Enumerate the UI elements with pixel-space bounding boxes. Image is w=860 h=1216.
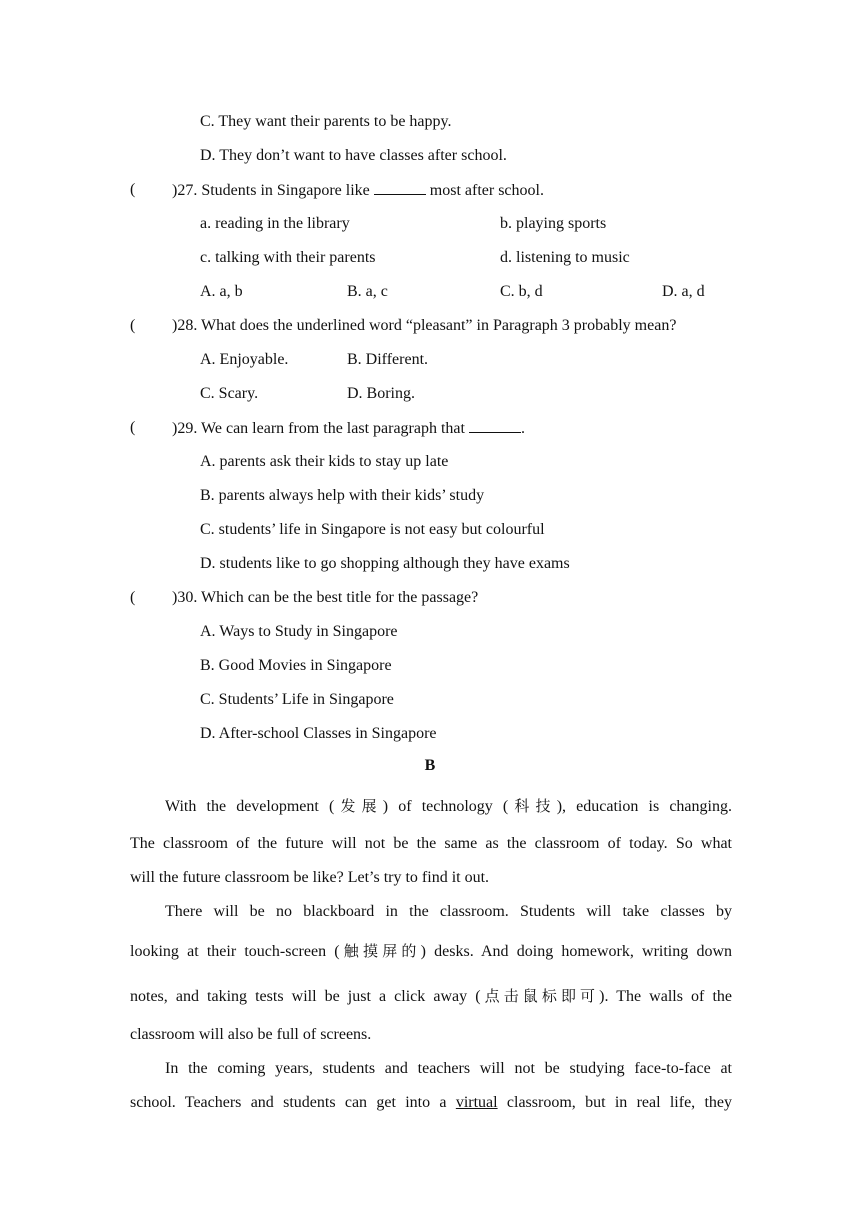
- q30-option-d: D. After-school Classes in Singapore: [200, 725, 437, 742]
- p3-line-1: In the coming years, students and teachers will not be studying face-to-face at: [165, 1060, 732, 1077]
- q29-option-d: D. students like to go shopping although they have exams: [200, 555, 570, 572]
- q27-stem-after: most after school.: [429, 182, 544, 199]
- q28-option-c: C. Scary.: [200, 385, 259, 402]
- q27-item-b: b. playing sports: [500, 215, 607, 232]
- q27-blank: [374, 180, 426, 195]
- q29-stem: [172, 418, 525, 439]
- q28-stem: )28. What does the underlined word “pleasant” in Paragraph 3 probably mean?: [172, 317, 677, 334]
- q27-item-a: a. reading in the library: [200, 215, 350, 232]
- q26-option-c: C. They want their parents to be happy.: [200, 113, 452, 130]
- p2-cjk-touchscreen: 触摸屏的: [339, 942, 421, 960]
- q30-answer-paren[interactable]: (: [130, 589, 136, 606]
- p3-l2-a: school. Teachers and students can get into a: [130, 1094, 447, 1111]
- p1-l1-b: ) of technology (: [382, 798, 509, 815]
- q30-option-a: A. Ways to Study in Singapore: [200, 623, 398, 640]
- q29-option-a: A. parents ask their kids to stay up late: [200, 453, 449, 470]
- underlined-word-virtual: virtual: [455, 1094, 498, 1111]
- p2-l2-a: looking at their touch-screen (: [130, 943, 340, 960]
- q29-option-c: C. students’ life in Singapore is not easy but colourful: [200, 521, 545, 538]
- p2-l3-b: ). The walls of the: [599, 988, 732, 1005]
- p2-cjk-click: 点击鼠标即可: [480, 987, 600, 1005]
- q27-stem: [172, 180, 544, 201]
- p1-l1-a: With the development (: [165, 798, 335, 815]
- p1-line-1: [165, 796, 732, 817]
- q27-option-d: D. a, d: [662, 283, 705, 300]
- q28-option-a: A. Enjoyable.: [200, 351, 289, 368]
- q27-option-b: B. a, c: [347, 283, 388, 300]
- section-b-heading: B: [424, 757, 436, 774]
- p1-l1-c: ), education is changing.: [556, 798, 732, 815]
- q27-item-d: d. listening to music: [500, 249, 630, 266]
- p2-l3-a: notes, and taking tests will be just a click away (: [130, 988, 481, 1005]
- q27-item-c: c. talking with their parents: [200, 249, 376, 266]
- p2-line-3: [130, 986, 732, 1007]
- q27-answer-paren[interactable]: (: [130, 181, 136, 198]
- q27-option-a: A. a, b: [200, 283, 243, 300]
- q29-stem-after: .: [520, 420, 525, 437]
- q29-option-b: B. parents always help with their kids’ study: [200, 487, 485, 504]
- q27-stem-before: )27. Students in Singapore like: [172, 182, 370, 199]
- p1-line-3: will the future classroom be like? Let’s try to find it out.: [130, 869, 490, 886]
- q29-stem-before: )29. We can learn from the last paragraph that: [172, 420, 465, 437]
- p2-line-2: [130, 941, 732, 962]
- q26-option-d: D. They don’t want to have classes after school.: [200, 147, 507, 164]
- p2-l2-b: ) desks. And doing homework, writing down: [420, 943, 732, 960]
- p3-line-2: [130, 1093, 732, 1113]
- q28-option-d: D. Boring.: [347, 385, 415, 402]
- q30-option-c: C. Students’ Life in Singapore: [200, 691, 394, 708]
- p1-cjk-development: 发展: [334, 797, 383, 815]
- q29-answer-paren[interactable]: (: [130, 419, 136, 436]
- p1-cjk-technology: 科技: [508, 797, 557, 815]
- p1-line-2: The classroom of the future will not be the same as the classroom of today. So what: [130, 835, 732, 852]
- p3-l2-b: classroom, but in real life, they: [506, 1094, 733, 1111]
- p2-line-4: classroom will also be full of screens.: [130, 1026, 372, 1043]
- q28-option-b: B. Different.: [347, 351, 429, 368]
- q30-stem: )30. Which can be the best title for the passage?: [172, 589, 479, 606]
- q27-option-c: C. b, d: [500, 283, 543, 300]
- p2-line-1: There will be no blackboard in the classroom. Students will take classes by: [165, 903, 732, 920]
- q29-blank: [469, 418, 521, 433]
- q28-answer-paren[interactable]: (: [130, 317, 136, 334]
- q30-option-b: B. Good Movies in Singapore: [200, 657, 392, 674]
